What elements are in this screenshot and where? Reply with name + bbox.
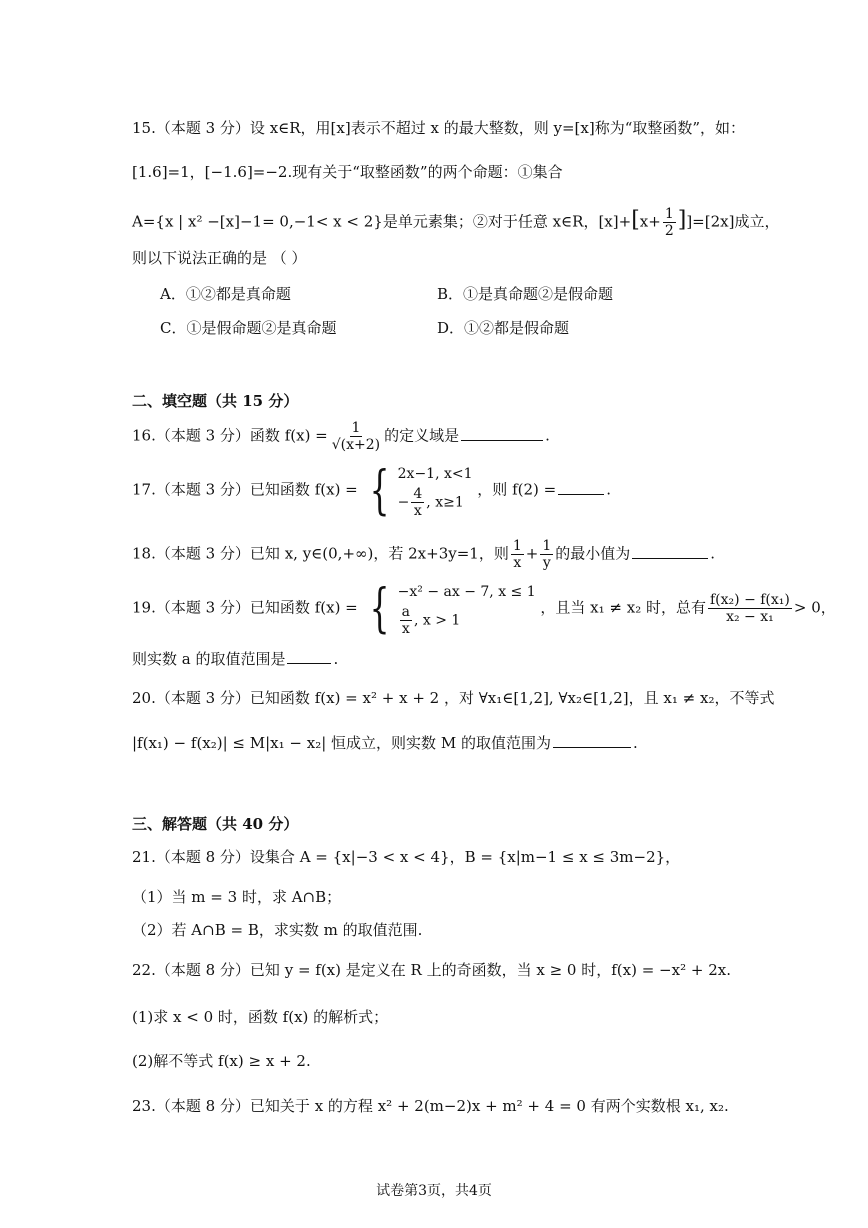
q19-case-2-cond: , x > 1 [414, 612, 461, 629]
q18-f2-num: 1 [542, 538, 552, 554]
q15-x-plus: x+ [639, 212, 661, 231]
q17-suffix: ，则 f(2) = [477, 480, 557, 499]
q16-fraction [330, 420, 382, 453]
q16-suffix: 的定义域是 [384, 426, 460, 445]
q18-prefix: 18.（本题 3 分）已知 x, y∈(0,+∞)，若 2x+3y=1，则 [132, 544, 509, 563]
q18-answer-blank [632, 544, 708, 559]
q21-line1: 21.（本题 8 分）设集合 A = {x|−3 < x < 4}，B = {x|m−1 ≤ x ≤ 3m−2}， [132, 848, 681, 866]
q21-part2: （2）若 A∩B = B，求实数 m 的取值范围. [132, 921, 423, 939]
q15-frac-den: 2 [664, 223, 674, 239]
q17-case-2-num: 4 [413, 486, 423, 502]
q19-line2 [132, 648, 338, 670]
q15-line4: 则以下说法正确的是 （ ） [132, 249, 307, 267]
q20-line2 [132, 732, 638, 754]
q19-prefix: 19.（本题 3 分）已知函数 f(x) = [132, 598, 358, 617]
q15-line2: [1.6]=1，[−1.6]=−2.现有关于“取整函数”的两个命题：①集合 [132, 163, 563, 181]
q15-line3 [132, 206, 779, 239]
q18-end: . [710, 544, 716, 563]
q15-fraction [663, 206, 676, 239]
q17-case-2-minus: − [397, 494, 410, 511]
q17-answer-blank [558, 480, 604, 495]
q20-line2-text: |f(x₁) − f(x₂)| ≤ M|x₁ − x₂| 恒成立，则实数 M 的取值范围为 [132, 734, 551, 752]
q15-line1: 15.（本题 3 分）设 x∈R，用[x]表示不超过 x 的最大整数，则 y=[x]称为“取整函数”，如： [132, 119, 746, 137]
q19-piecewise [363, 580, 536, 637]
q17-cases [398, 462, 473, 519]
q23-line1: 23.（本题 8 分）已知关于 x 的方程 x² + 2(m−2)x + m² + 4 = 0 有两个实数根 x₁, x₂. [132, 1097, 729, 1115]
q16-frac-num: 1 [351, 420, 361, 436]
q19-answer-blank [287, 649, 331, 664]
q18-suffix: 的最小值为 [555, 544, 631, 563]
q19-line2-text: 则实数 a 的取值范围是 [132, 650, 286, 668]
q19-tail: > 0， [793, 598, 836, 617]
q19-diff-quotient [708, 592, 792, 625]
q22-part2: (2)解不等式 f(x) ≥ x + 2. [132, 1052, 311, 1070]
q15-frac-num: 1 [664, 206, 674, 222]
q19-case-2-den: x [401, 621, 410, 637]
q20-line2-end: . [632, 734, 638, 752]
q19-cases [398, 580, 536, 637]
q19-case-2 [398, 604, 536, 637]
q17-prefix: 17.（本题 3 分）已知函数 f(x) = [132, 480, 358, 499]
q17-case-2-fraction [411, 486, 424, 519]
q19-brace: { [369, 578, 390, 639]
q16-answer-blank [461, 426, 543, 441]
q15-bracket-open: [ [631, 207, 640, 233]
q19-diff-num: f(x₂) − f(x₁) [710, 592, 790, 608]
q22-line1: 22.（本题 8 分）已知 y = f(x) 是定义在 R 上的奇函数，当 x ≥ 0 时，f(x) = −x² + 2x. [132, 961, 731, 979]
q19-case-2-fraction [400, 604, 412, 637]
section-3-heading: 三、解答题（共 40 分） [132, 815, 299, 833]
q18-fraction-1 [511, 538, 524, 571]
q18-f1-num: 1 [512, 538, 522, 554]
q19-case-1: −x² − ax − 7, x ≤ 1 [397, 584, 536, 600]
q20-answer-blank [553, 733, 631, 748]
q15-option-d: D．①②都是假命题 [437, 319, 570, 337]
page-footer: 试卷第3页，共4页 [376, 1183, 492, 1199]
q17-brace: { [369, 460, 390, 521]
q15-line3-text-b: ]=[2x]成立， [686, 212, 780, 231]
q15-line3-text-a: A={x | x² −[x]−1= 0,−1< x < 2}是单元素集；②对于任意 x∈R，[x]+ [132, 212, 632, 231]
q19 [132, 580, 836, 637]
q18-f1-den: x [513, 555, 522, 571]
q15-option-a: A．①②都是真命题 [160, 285, 291, 303]
q17-piecewise [363, 462, 473, 519]
q18-f2-den: y [542, 555, 551, 571]
q17-case-2-den: x [413, 503, 422, 519]
q16-frac-den: √(x+2) [331, 437, 381, 453]
q15-bracket-close: ] [677, 207, 687, 233]
q21-part1: （1）当 m = 3 时，求 A∩B； [132, 888, 342, 906]
q19-case-2-num: a [401, 604, 410, 620]
q18-fraction-2 [540, 538, 553, 571]
q18-plus: + [525, 544, 539, 563]
section-2-heading: 二、填空题（共 15 分） [132, 392, 299, 410]
q16-prefix: 16.（本题 3 分）函数 f(x) = [132, 426, 328, 445]
q17-case-2-cond: , x≥1 [426, 494, 464, 511]
q19-middle: ，且当 x₁ ≠ x₂ 时，总有 [540, 598, 706, 617]
q15-option-b: B．①是真命题②是假命题 [437, 285, 614, 303]
q17-case-1: 2x−1, x<1 [397, 466, 473, 482]
q16-end: . [545, 426, 550, 445]
q20-line1: 20.（本题 3 分）已知函数 f(x) = x² + x + 2 ，对 ∀x₁∈[1,2], ∀x₂∈[1,2]，且 x₁ ≠ x₂，不等式 [132, 689, 775, 707]
q18 [132, 538, 715, 571]
q17-end: . [606, 480, 611, 499]
q22-part1: (1)求 x < 0 时，函数 f(x) 的解析式； [132, 1008, 389, 1026]
q19-diff-den: x₂ − x₁ [726, 609, 774, 625]
q17 [132, 462, 611, 519]
q17-case-2 [398, 486, 473, 519]
q15-option-c: C．①是假命题②是真命题 [160, 319, 337, 337]
q19-line2-end: . [333, 650, 339, 668]
q16 [132, 420, 550, 453]
